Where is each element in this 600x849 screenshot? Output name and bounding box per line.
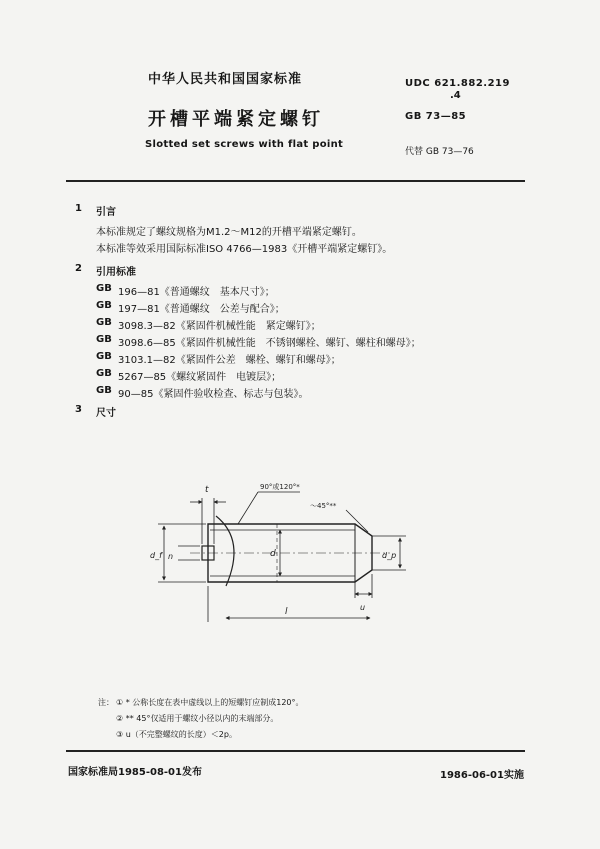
dim-d-label: d <box>270 549 276 559</box>
note-item: ③ u（不完整螺纹的长度）＜2p。 <box>116 730 237 739</box>
section-1-line-1: 本标准规定了螺纹规格为M1.2～M12的开槽平端紧定螺钉。 <box>96 227 362 238</box>
section-3-number: 3 <box>75 404 82 415</box>
section-1-line-2: 本标准等效采用国际标准ISO 4766—1983《开槽平端紧定螺钉》。 <box>96 244 393 255</box>
reference-prefix: GB <box>96 300 112 311</box>
effective-date: 1986-06-01实施 <box>440 770 524 781</box>
dim-end-angle-label: ～45°** <box>310 502 337 510</box>
reference-item: 3098.3—82《紧固件机械性能 紧定螺钉》； <box>118 321 321 332</box>
reference-prefix: GB <box>96 385 112 396</box>
standard-title-cn: 开槽平端紧定螺钉 <box>148 109 324 130</box>
reference-item: 3098.6—85《紧固件机械性能 不锈钢螺栓、螺钉、螺柱和螺母》； <box>118 338 421 349</box>
replaces-standard: 代替 GB 73—76 <box>405 147 474 157</box>
standard-title-en: Slotted set screws with flat point <box>145 139 344 150</box>
section-1-title: 引言 <box>96 207 116 218</box>
udc-code: UDC 621.882.219 <box>405 78 510 89</box>
gb-number: GB 73—85 <box>405 111 467 122</box>
dim-dp-label: d_p <box>382 551 397 560</box>
section-2-number: 2 <box>75 263 82 274</box>
dim-l-label: l <box>285 607 288 617</box>
dim-slot-angle-label: 90°或120°* <box>260 483 300 491</box>
dim-df-label: d_f <box>150 551 162 560</box>
reference-prefix: GB <box>96 351 112 362</box>
dim-t-label: t <box>205 485 209 495</box>
section-2-title: 引用标准 <box>96 267 136 278</box>
dim-n-label: n <box>168 552 174 561</box>
set-screw-drawing <box>150 470 420 630</box>
udc-code-continued: .4 <box>450 90 461 101</box>
notes-label: 注： <box>98 698 114 707</box>
reference-item: 90—85《紧固件验收检查、标志与包装》。 <box>118 389 309 400</box>
reference-prefix: GB <box>96 317 112 328</box>
reference-prefix: GB <box>96 283 112 294</box>
note-item: ① * 公称长度在表中虚线以上的短螺钉应制成120°。 <box>116 698 304 707</box>
dim-u-label: u <box>360 603 366 612</box>
reference-item: 197—81《普通螺纹 公差与配合》； <box>118 304 285 315</box>
reference-item: 5267—85《螺纹紧固件 电镀层》； <box>118 372 282 383</box>
reference-item: 196—81《普通螺纹 基本尺寸》； <box>118 287 275 298</box>
section-1-number: 1 <box>75 203 82 214</box>
section-3-title: 尺寸 <box>96 408 116 419</box>
reference-prefix: GB <box>96 368 112 379</box>
header-divider <box>66 180 525 182</box>
reference-item: 3103.1—82《紧固件公差 螺栓、螺钉和螺母》； <box>118 355 341 366</box>
country-standard-heading: 中华人民共和国国家标准 <box>148 72 303 87</box>
note-item: ② ** 45°仅适用于螺纹小径以内的末端部分。 <box>116 714 279 723</box>
issued-date: 国家标准局1985-08-01发布 <box>68 767 202 778</box>
footer-divider <box>66 750 525 752</box>
reference-prefix: GB <box>96 334 112 345</box>
